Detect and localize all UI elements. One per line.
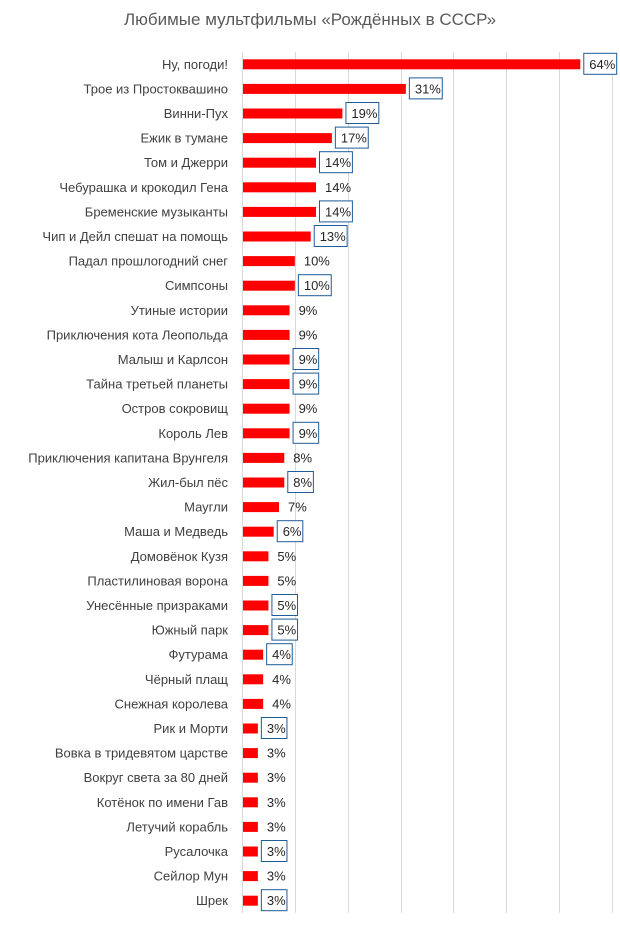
category-label: Чип и Дейл спешат на помощь xyxy=(42,229,228,244)
data-label: 7% xyxy=(288,499,307,515)
bar xyxy=(242,822,258,832)
bar xyxy=(242,896,258,906)
bar xyxy=(242,256,295,266)
data-label: 4% xyxy=(272,647,291,663)
category-label: Снежная королева xyxy=(114,696,228,712)
data-label: 17% xyxy=(340,130,367,146)
category-label: Том и Джерри xyxy=(143,155,228,171)
category-label: Южный парк xyxy=(151,622,228,638)
bar xyxy=(242,871,258,881)
category-label: Русалочка xyxy=(164,844,228,859)
bar xyxy=(242,847,258,857)
data-label: 14% xyxy=(325,204,352,220)
bar xyxy=(242,379,290,389)
category-label: Летучий корабль xyxy=(126,819,228,835)
bar xyxy=(242,404,290,414)
data-label: 5% xyxy=(277,622,297,638)
bar xyxy=(242,773,258,783)
data-label: 6% xyxy=(282,524,302,540)
bar xyxy=(242,428,290,438)
category-label: Ежик в тумане xyxy=(140,130,228,146)
category-label: Рик и Морти xyxy=(153,721,228,736)
bar xyxy=(242,797,258,807)
bar xyxy=(242,601,268,611)
category-label: Король Лев xyxy=(158,425,228,441)
bar xyxy=(242,84,406,94)
category-label: Утиные истории xyxy=(130,302,228,318)
data-label: 3% xyxy=(266,819,286,835)
bar xyxy=(242,232,311,242)
category-label: Чёрный плащ xyxy=(144,671,228,687)
data-label: 5% xyxy=(277,598,297,613)
data-label: 5% xyxy=(277,548,297,564)
data-label: 3% xyxy=(266,721,286,736)
data-label: 10% xyxy=(303,253,330,269)
bar xyxy=(242,355,290,365)
data-label: 31% xyxy=(414,81,441,97)
bar xyxy=(242,330,290,340)
data-label: 8% xyxy=(293,475,313,490)
bar xyxy=(242,281,295,291)
data-label: 3% xyxy=(266,770,286,786)
data-label: 3% xyxy=(266,794,286,810)
bar xyxy=(242,59,580,69)
data-label: 3% xyxy=(266,745,286,761)
category-label: Сейлор Мун xyxy=(153,868,228,884)
category-label: Унесённые призраками xyxy=(86,598,228,613)
bar xyxy=(242,502,279,512)
data-label: 9% xyxy=(298,401,318,417)
category-label: Приключения капитана Врунгеля xyxy=(28,450,228,466)
bar xyxy=(242,699,263,709)
bar xyxy=(242,207,316,217)
bar xyxy=(242,576,268,586)
data-label: 3% xyxy=(266,893,286,909)
data-label: 9% xyxy=(298,376,318,392)
category-label: Шрек xyxy=(195,893,228,909)
category-label: Маша и Медведь xyxy=(124,524,228,540)
category-label: Падал прошлогодний снег xyxy=(68,253,228,269)
data-label: 5% xyxy=(277,573,297,589)
data-label: 14% xyxy=(325,179,352,195)
bar xyxy=(242,158,316,168)
data-label: 3% xyxy=(266,868,286,884)
data-label: 8% xyxy=(293,450,313,466)
data-label: 10% xyxy=(303,278,330,294)
bar xyxy=(242,478,284,488)
data-label: 9% xyxy=(298,302,318,318)
category-label: Симпсоны xyxy=(164,278,228,294)
category-label: Тайна третьей планеты xyxy=(86,376,228,392)
chart-title: Любимые мультфильмы «Рождённых в СССР» xyxy=(123,10,497,29)
category-label: Домовёнок Кузя xyxy=(130,548,228,564)
data-label: 64% xyxy=(589,56,616,72)
data-label: 9% xyxy=(298,352,318,367)
category-label: Жил-был пёс xyxy=(148,475,228,490)
category-label: Футурама xyxy=(168,647,228,663)
bar xyxy=(242,109,342,119)
bar xyxy=(242,551,268,561)
bar xyxy=(242,453,284,463)
bar xyxy=(242,133,332,143)
category-label: Вокруг света за 80 дней xyxy=(83,770,228,786)
data-label: 3% xyxy=(266,844,286,859)
category-label: Ну, погоди! xyxy=(162,56,228,72)
category-label: Котёнок по имени Гав xyxy=(96,794,228,810)
data-label: 9% xyxy=(298,425,318,441)
category-label: Приключения кота Леопольда xyxy=(46,327,228,343)
data-label: 19% xyxy=(351,106,378,121)
data-label: 4% xyxy=(272,696,291,712)
bar xyxy=(242,748,258,758)
bar xyxy=(242,305,290,315)
bar xyxy=(242,674,263,684)
data-label: 14% xyxy=(325,155,352,171)
category-label: Бременские музыканты xyxy=(84,204,228,220)
data-label: 4% xyxy=(272,671,291,687)
bar xyxy=(242,724,258,734)
bar xyxy=(242,625,268,635)
category-label: Остров сокровищ xyxy=(121,401,228,417)
category-label: Трое из Простоквашино xyxy=(83,81,228,97)
category-label: Маугли xyxy=(184,499,228,515)
data-label: 9% xyxy=(298,327,318,343)
data-label: 13% xyxy=(319,229,346,244)
category-label: Винни-Пух xyxy=(163,106,228,121)
category-label: Малыш и Карлсон xyxy=(117,352,228,367)
category-label: Чебурашка и крокодил Гена xyxy=(59,179,228,195)
category-label: Вовка в тридевятом царстве xyxy=(54,745,228,761)
category-label: Пластилиновая ворона xyxy=(87,573,228,589)
bar xyxy=(242,182,316,192)
bar xyxy=(242,527,274,537)
bar xyxy=(242,650,263,660)
